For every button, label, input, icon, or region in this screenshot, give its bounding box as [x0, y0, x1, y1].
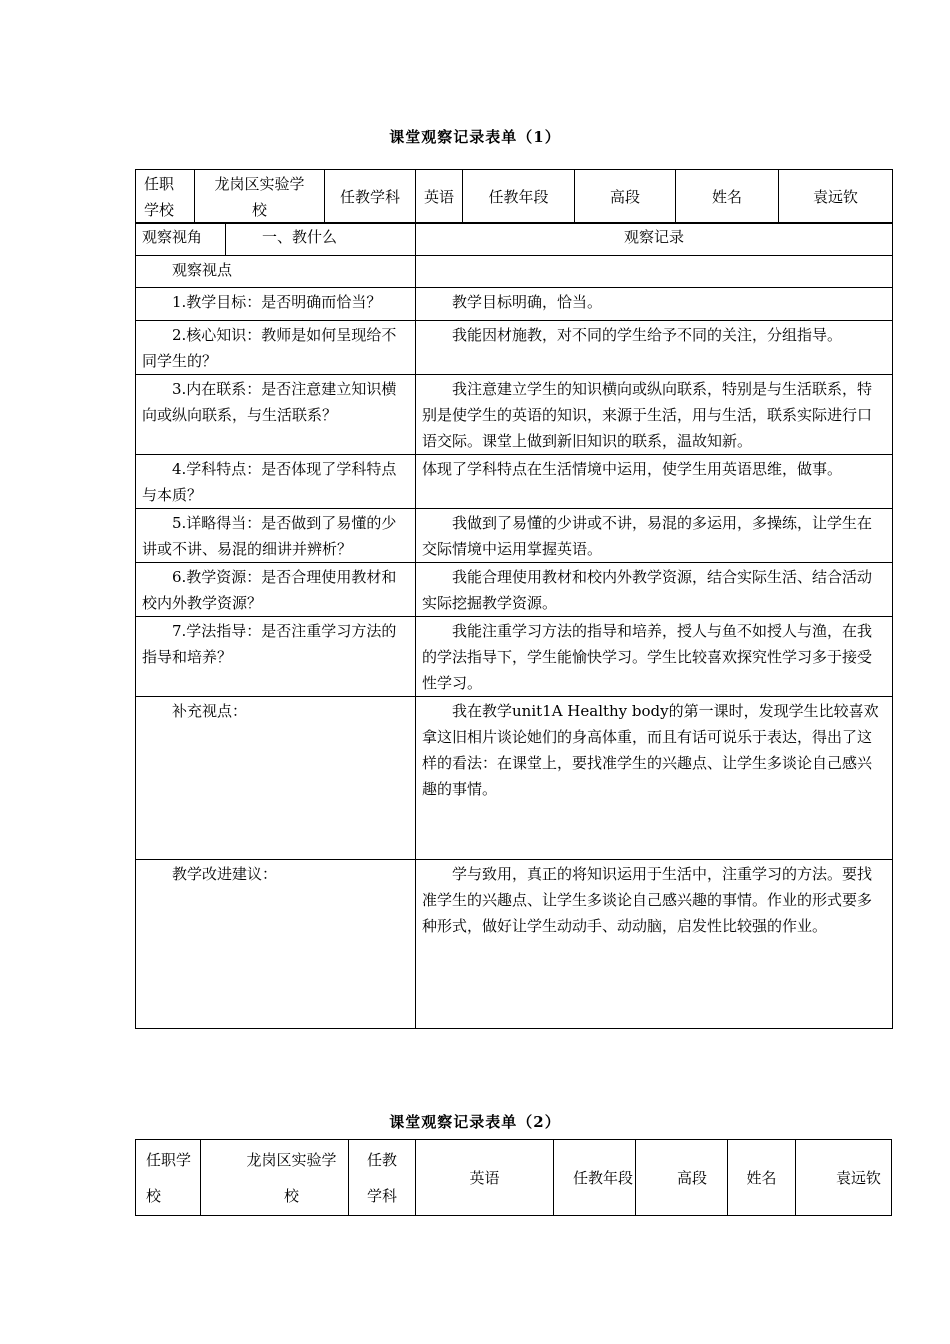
perspective-label: 观察视角: [136, 223, 226, 256]
perspective-value: 一、教什么: [226, 223, 416, 256]
form2-title: 课堂观察记录表单（2）: [389, 1113, 561, 1131]
record-2: 我能因材施教，对不同的学生给予不同的关注，分组指导。: [416, 321, 893, 375]
point-5: 5.详略得当：是否做到了易懂的少讲或不讲、易混的细讲并辨析？: [136, 509, 416, 563]
point-3: 3.内在联系：是否注意建立知识横向或纵向联系，与生活联系？: [136, 375, 416, 455]
form2-name-label: 姓名: [728, 1140, 796, 1216]
record-1: 教学目标明确，恰当。: [416, 288, 893, 321]
record-header: 观察记录: [416, 223, 893, 256]
points-record-empty: [416, 256, 893, 288]
point-4: 4.学科特点：是否体现了学科特点与本质？: [136, 455, 416, 509]
form2-school-label: 任职学 校: [136, 1140, 201, 1216]
form2-grade-value: 高段: [636, 1140, 728, 1216]
supplement-record: 我在教学unit1A Healthy body的第一课时，发现学生比较喜欢拿这旧相片谈论她们的身高体重，而且有话可说乐于表达，得出了这样的看法：在课堂上，要找准学生的兴趣点、让学生多谈论自己感兴趣的事情。: [416, 697, 893, 860]
record-5: 我做到了易懂的少讲或不讲，易混的多运用，多操练，让学生在交际情境中运用掌握英语。: [416, 509, 893, 563]
supplement-label: 补充视点：: [136, 697, 416, 860]
form2-grade-label: 任教年段: [554, 1140, 636, 1216]
points-label: 观察视点: [136, 256, 416, 288]
subject-label: 任教学科: [325, 170, 416, 224]
form2-header-table: [135, 1139, 892, 1216]
grade-label: 任教年段: [463, 170, 575, 224]
form2-school-value: 龙岗区实验学校: [201, 1140, 349, 1216]
name-label: 姓名: [676, 170, 779, 224]
form1-header-table: [135, 169, 893, 224]
form1-observation-table: [135, 222, 893, 1029]
point-6: 6.教学资源：是否合理使用教材和校内外教学资源？: [136, 563, 416, 617]
subject-value: 英语: [416, 170, 463, 224]
suggest-record: 学与致用，真正的将知识运用于生活中，注重学习的方法。要找准学生的兴趣点、让学生多谈论自己感兴趣的事情。作业的形式要多种形式，做好让学生动动手、动动脑，启发性比较强的作业。: [416, 860, 893, 1029]
point-1: 1.教学目标：是否明确而恰当？: [136, 288, 416, 321]
name-value: 袁远钦: [779, 170, 893, 224]
form1-title: 课堂观察记录表单（1）: [389, 128, 561, 146]
form2-subject-value: 英语: [416, 1140, 554, 1216]
record-7: 我能注重学习方法的指导和培养，授人与鱼不如授人与渔，在我的学法指导下，学生能愉快学习。学生比较喜欢探究性学习多于接受性学习。: [416, 617, 893, 697]
form2-subject-label: 任教学科: [349, 1140, 416, 1216]
point-7: 7.学法指导：是否注重学习方法的指导和培养？: [136, 617, 416, 697]
grade-value: 高段: [575, 170, 676, 224]
suggest-label: 教学改进建议：: [136, 860, 416, 1029]
point-2: 2.核心知识：教师是如何呈现给不同学生的？: [136, 321, 416, 375]
form2-name-value: 袁远钦: [796, 1140, 892, 1216]
school-value: 龙岗区实验学校: [195, 170, 325, 224]
record-4: 体现了学科特点在生活情境中运用，使学生用英语思维，做事。: [416, 455, 893, 509]
record-6: 我能合理使用教材和校内外教学资源，结合实际生活、结合活动实际挖掘教学资源。: [416, 563, 893, 617]
record-3: 我注意建立学生的知识横向或纵向联系，特别是与生活联系，特别是使学生的英语的知识，来源于生活，用与生活，联系实际进行口语交际。课堂上做到新旧知识的联系，温故知新。: [416, 375, 893, 455]
school-label: 任职学校: [136, 170, 195, 224]
